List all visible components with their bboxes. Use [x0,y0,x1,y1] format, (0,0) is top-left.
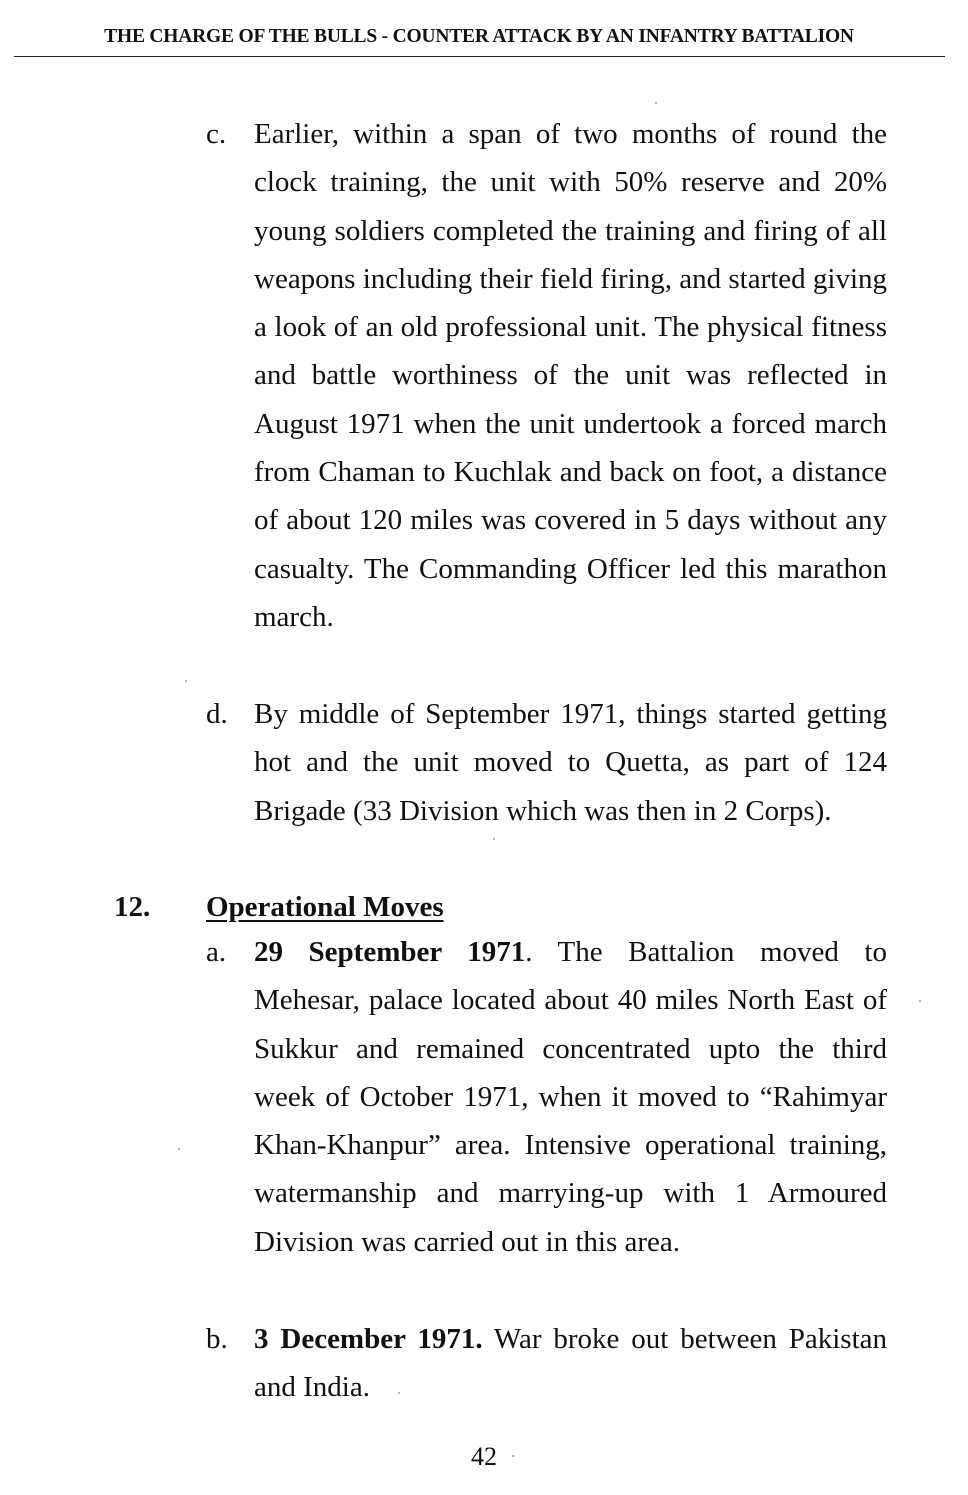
scan-speck [185,680,187,682]
scan-speck [512,1455,514,1457]
item-marker: b. [206,1323,228,1355]
running-header: THE CHARGE OF THE BULLS - COUNTER ATTACK BY AN INFANTRY BATTALION [104,26,854,47]
list-item-d [206,690,887,835]
list-item-b [206,1315,887,1412]
item-body: . The Battalion moved to Mehesar, palace located about 40 miles North East of Sukkur and remained concentrated upto the third week of October 1971, when it moved to “Rahimyar Khan-Khanpur” area. Intensive operational training, watermanship and marrying-up with 1 Armoured Division was carried out in this area. [254,936,887,1258]
item-text: Earlier, within a span of two months of round the clock training, the unit with 50% reserve and 20% young soldiers completed the training and firing of all weapons including their field firing, and started giving a look of an old professional unit. The physical fitness and battle worthiness of the unit was reflected in August 1971 when the unit undertook a forced march from Chaman to Kuchlak and back on foot, a distance of about 120 miles was covered in 5 days without any casualty. The Commanding Officer led this marathon march. [254,118,888,633]
section-number: 12. [114,891,151,923]
scan-speck [919,1000,921,1002]
item-date: 29 September 1971 [254,936,526,968]
item-marker: c. [206,118,227,150]
list-item-a [206,928,887,1266]
scan-speck [493,838,495,840]
section-title: Operational Moves [206,891,444,923]
item-marker: d. [206,698,228,730]
item-date: 3 December 1971. [254,1323,483,1355]
item-text [254,1315,887,1412]
scan-speck [655,102,657,104]
page-number: 42 [471,1442,497,1471]
scan-speck [398,1392,400,1394]
item-body: War broke out between Pakistan and India. [254,1323,888,1404]
item-text [254,928,887,1266]
item-marker: a. [206,936,227,968]
header-rule [14,56,945,57]
scan-speck [178,1148,180,1150]
item-text: By middle of September 1971, things started getting hot and the unit moved to Quetta, as part of 124 Brigade (33 Division which was then in 2 Corps). [254,698,887,827]
list-item-c [206,110,887,641]
